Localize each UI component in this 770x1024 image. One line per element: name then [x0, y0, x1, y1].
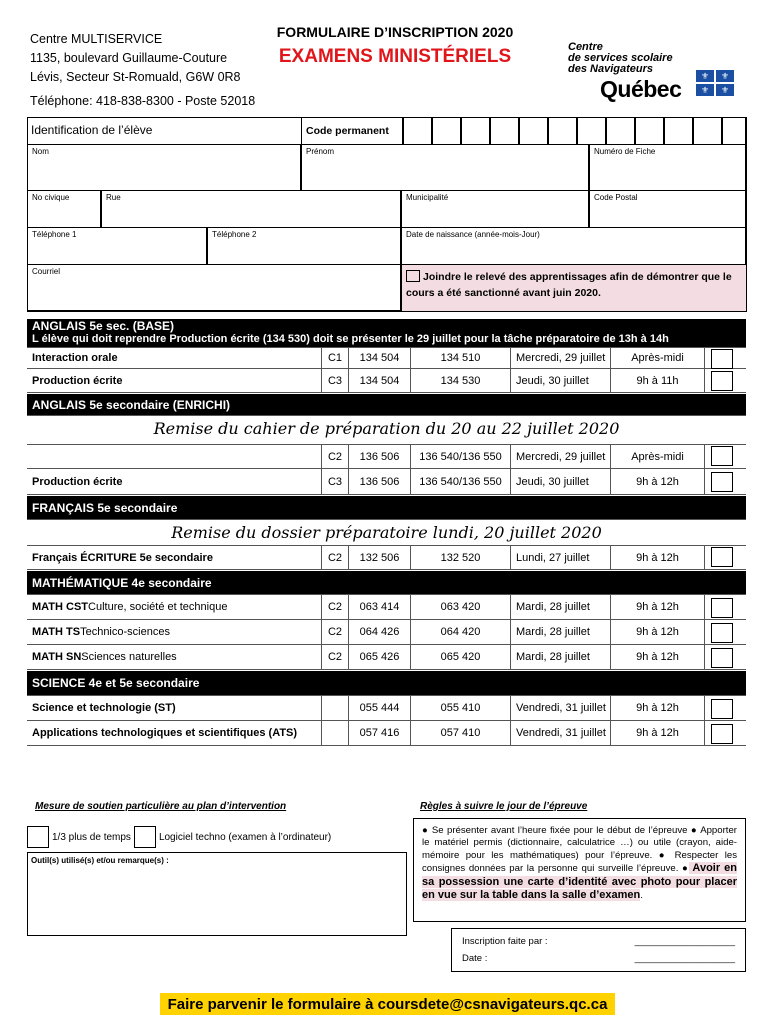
- science-header: SCIENCE 4e et 5e secondaire: [27, 671, 746, 696]
- table-row: Production écrite C3 136 506 136 540/136 550 Jeudi, 30 juillet 9h à 12h: [27, 469, 746, 495]
- mesure-title: Mesure de soutien particulière au plan d’intervention: [35, 801, 287, 812]
- inscription-par-line[interactable]: ___________________: [634, 936, 735, 947]
- exam-checkbox[interactable]: [711, 472, 733, 492]
- exam-checkbox[interactable]: [711, 547, 733, 567]
- mesure-options: 1/3 plus de temps Logiciel techno (examen à l’ordinateur): [27, 823, 407, 851]
- temps-checkbox[interactable]: [27, 826, 49, 848]
- identification-heading: Identification de l’élève: [31, 123, 153, 137]
- no-civique-field[interactable]: No civique: [27, 190, 101, 228]
- numero-fiche-field[interactable]: Numéro de Fiche: [589, 144, 747, 191]
- date-line[interactable]: ___________________: [634, 953, 735, 964]
- remise-cahier: Remise du cahier de préparation du 20 au 22 juillet 2020: [153, 419, 620, 438]
- rue-field[interactable]: Rue: [101, 190, 401, 228]
- regles-title: Règles à suivre le jour de l’épreuve: [420, 801, 588, 812]
- code-permanent-box[interactable]: [432, 117, 461, 145]
- table-row: MATH CST Culture, société et technique C2 063 414 063 420 Mardi, 28 juillet 9h à 12h: [27, 595, 746, 620]
- code-permanent-box[interactable]: [722, 117, 747, 145]
- exam-checkbox[interactable]: [711, 598, 733, 618]
- org-phone: Téléphone: 418-838-8300 - Poste 52018: [30, 94, 256, 108]
- table-row: C2 136 506 136 540/136 550 Mercredi, 29 juillet Après-midi: [27, 444, 746, 469]
- table-row: MATH TS Technico-sciences C2 064 426 064 420 Mardi, 28 juillet 9h à 12h: [27, 620, 746, 645]
- code-permanent-box[interactable]: [461, 117, 490, 145]
- code-permanent-box[interactable]: [548, 117, 577, 145]
- code-permanent-box[interactable]: [519, 117, 548, 145]
- prenom-field[interactable]: Prénom: [301, 144, 589, 191]
- math-header: MATHÉMATIQUE 4e secondaire: [27, 571, 746, 595]
- francais-header: FRANÇAIS 5e secondaire: [27, 496, 746, 520]
- identification-section: [27, 117, 746, 311]
- code-permanent-label: Code permanent: [301, 117, 403, 145]
- footer-banner: Faire parvenir le formulaire à coursdete@csnavigateurs.qc.ca: [160, 993, 615, 1015]
- inscription-box: Inscription faite par : ___________________ Date : ___________________: [451, 928, 746, 972]
- date-naissance-field[interactable]: Date de naissance (année-mois-Jour): [401, 227, 747, 265]
- org-name: Centre MULTISERVICE: [30, 32, 163, 46]
- code-permanent-box[interactable]: [606, 117, 635, 145]
- exam-checkbox[interactable]: [711, 349, 733, 369]
- anglais-enrichi-header: ANGLAIS 5e secondaire (ENRICHI): [27, 394, 746, 416]
- municipalite-field[interactable]: Municipalité: [401, 190, 589, 228]
- exam-checkbox[interactable]: [711, 724, 733, 744]
- table-row: Production écrite C3 134 504 134 530 Jeudi, 30 juillet 9h à 11h: [27, 369, 746, 393]
- remise-dossier: Remise du dossier préparatoire lundi, 20 juillet 2020: [171, 523, 602, 542]
- form-title: FORMULAIRE D’INSCRIPTION 2020: [276, 24, 514, 40]
- courriel-field[interactable]: Courriel: [27, 264, 401, 312]
- quebec-logo: Québec: [600, 76, 682, 102]
- logiciel-checkbox[interactable]: [134, 826, 156, 848]
- code-permanent-box[interactable]: [693, 117, 722, 145]
- nom-field[interactable]: Nom: [27, 144, 301, 191]
- joindre-releve[interactable]: Joindre le relevé des apprentissages afin de démontrer que le cours a été sanctionné avant juin 2020.: [401, 264, 747, 312]
- org-address-block: [30, 30, 241, 87]
- exam-checkbox[interactable]: [711, 648, 733, 668]
- table-row: Français ÉCRITURE 5e secondaire C2 132 506 132 520 Lundi, 27 juillet 9h à 12h: [27, 545, 746, 570]
- code-postal-field[interactable]: Code Postal: [589, 190, 747, 228]
- code-permanent-box[interactable]: [403, 117, 432, 145]
- table-row: Applications technologiques et scientifiques (ATS) 057 416 057 410 Vendredi, 31 juillet 9h à 12h: [27, 721, 746, 746]
- exam-checkbox[interactable]: [711, 371, 733, 391]
- org-address-line1: 1135, boulevard Guillaume-Couture: [30, 51, 228, 65]
- telephone1-field[interactable]: Téléphone 1: [27, 227, 207, 265]
- table-row: MATH SN Sciences naturelles C2 065 426 065 420 Mardi, 28 juillet 9h à 12h: [27, 645, 746, 670]
- code-permanent-box[interactable]: [664, 117, 693, 145]
- exam-checkbox[interactable]: [711, 446, 733, 466]
- table-row: Interaction orale C1 134 504 134 510 Mercredi, 29 juillet Après-midi: [27, 348, 746, 369]
- telephone2-field[interactable]: Téléphone 2: [207, 227, 401, 265]
- joindre-checkbox[interactable]: [406, 270, 420, 282]
- code-permanent-box[interactable]: [635, 117, 664, 145]
- regles-box: ● Se présenter avant l’heure fixée pour le début de l’épreuve ● Apporter le matériel permis (dictionnaire, calculatrice …) ou utile (crayon, aide-mémoire pour les mathématiques) pour l’épreuve. ● Respecter les consignes données par la personne qui surveille l’épreuve. ● Avoir en sa possession une carte d’identité avec photo pour placer en vue sur la table dans la salle d’examen.: [413, 818, 746, 922]
- exam-checkbox[interactable]: [711, 623, 733, 643]
- table-row: Science et technologie (ST) 055 444 055 410 Vendredi, 31 juillet 9h à 12h: [27, 696, 746, 721]
- code-permanent-box[interactable]: [490, 117, 519, 145]
- form-subtitle: EXAMENS MINISTÉRIELS: [278, 46, 512, 67]
- code-permanent-box[interactable]: [577, 117, 606, 145]
- csn-logo: Centre de services scolaire des Navigateurs: [568, 41, 673, 75]
- quebec-flag-icon: ⚜ ⚜ ⚜ ⚜: [696, 70, 734, 96]
- anglais-base-header: ANGLAIS 5e sec. (BASE) L élève qui doit reprendre Production écrite (134 530) doit se présenter le 29 juillet pour la tâche préparatoire de 13h à 14h: [27, 319, 746, 348]
- org-address-line2: Lévis, Secteur St-Romuald, G6W 0R8: [30, 70, 241, 84]
- outils-field[interactable]: Outil(s) utilisé(s) et/ou remarque(s) :: [27, 852, 407, 936]
- exam-checkbox[interactable]: [711, 699, 733, 719]
